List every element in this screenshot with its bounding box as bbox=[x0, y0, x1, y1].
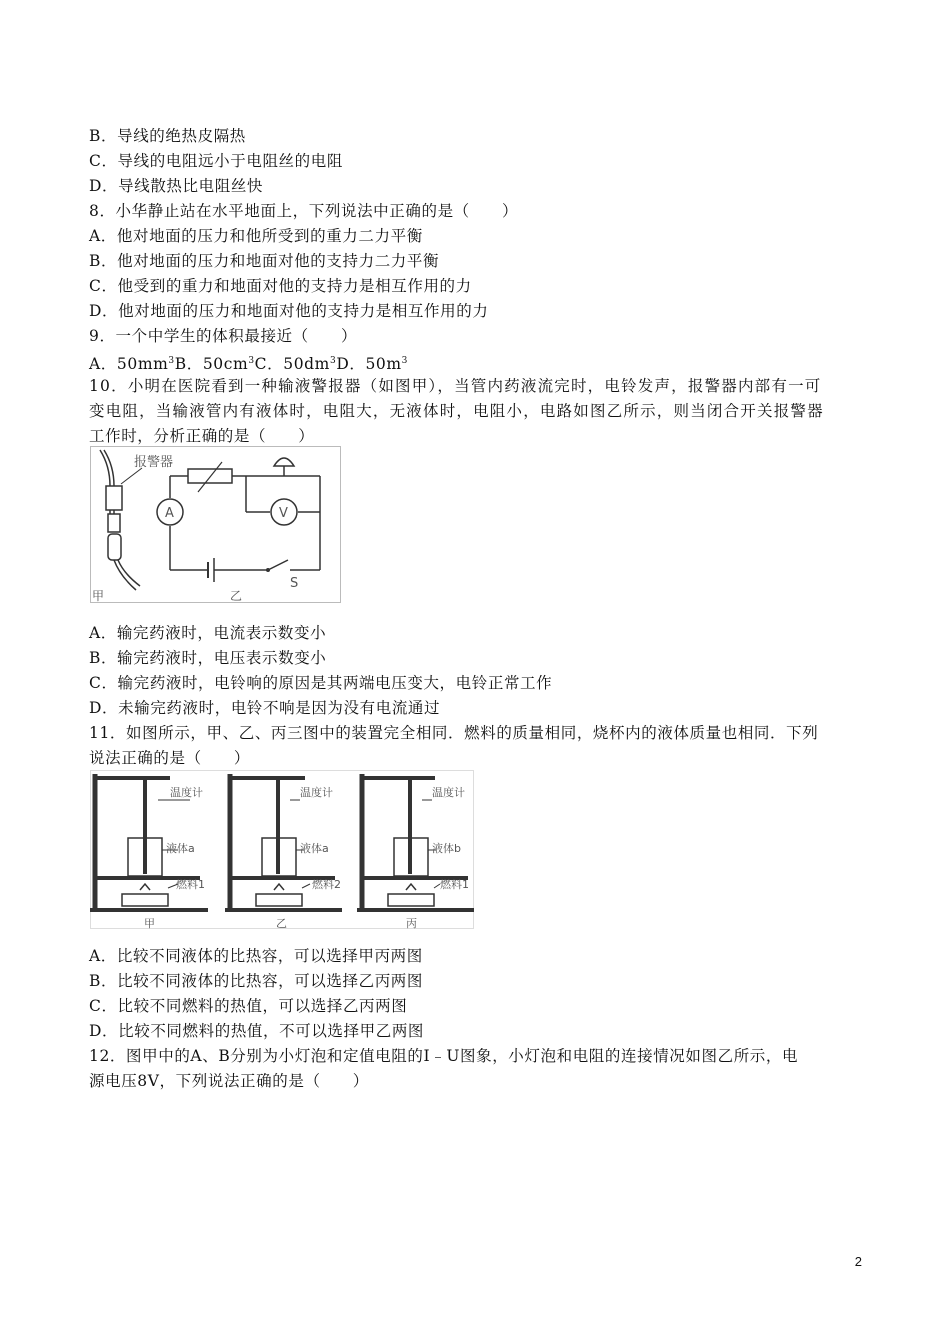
q10-option-d: D．未输完药液时，电铃不响是因为没有电流通过 bbox=[89, 699, 441, 717]
q9-stem: 9．一个中学生的体积最接近（ ） bbox=[89, 327, 358, 345]
q9-options: A．$50mm^3B$．$50cm^3C$．$50dm^3D$．$50m^3$ bbox=[89, 355, 408, 374]
q10-option-b: B．输完药液时，电压表示数变小 bbox=[89, 649, 327, 667]
q8-option-a: A．他对地面的压力和他所受到的重力二力平衡 bbox=[89, 227, 423, 245]
q9-option-d: D．50m bbox=[336, 355, 402, 374]
infusion-alarm-drawing bbox=[100, 450, 142, 590]
yi-caption: 乙 bbox=[276, 917, 287, 930]
yi-thermometer-label: 温度计 bbox=[300, 786, 333, 799]
q9-option-c: C．50dm bbox=[254, 355, 330, 374]
ammeter-label: A bbox=[165, 506, 174, 521]
jia-fuel-label: 燃料1 bbox=[176, 878, 205, 891]
q12-stem-line1: 12．图甲中的A、B分别为小灯泡和定值电阻的I﹣U图象，小灯泡和电阻的连接情况如图乙所示，电 bbox=[89, 1047, 799, 1065]
circuit-wires bbox=[170, 458, 320, 582]
q9-option-a: A．50mm bbox=[89, 355, 169, 374]
q8-stem: 8．小华静止站在水平地面上，下列说法中正确的是（ ） bbox=[89, 202, 519, 220]
q12-stem-line2: 源电压8V，下列说法正确的是（ ） bbox=[89, 1072, 369, 1090]
figure-label-yi: 乙 bbox=[230, 589, 243, 603]
prev-option-b: B．导线的绝热皮隔热 bbox=[89, 127, 246, 145]
switch-label: S bbox=[290, 576, 299, 591]
yi-liquid-label: 液体a bbox=[300, 842, 329, 855]
q11-stem-line2: 说法正确的是（ ） bbox=[89, 749, 251, 767]
bing-caption: 丙 bbox=[406, 917, 417, 930]
q8-option-b: B．他对地面的压力和地面对他的支持力二力平衡 bbox=[89, 252, 440, 270]
q10-option-c: C．输完药液时，电铃响的原因是其两端电压变大，电铃正常工作 bbox=[89, 674, 553, 692]
q9-option-b: B．50cm bbox=[174, 355, 249, 374]
yi-fuel-label: 燃料2 bbox=[312, 878, 341, 891]
figure-label-jia: 甲 bbox=[92, 589, 105, 603]
jia-caption: 甲 bbox=[144, 917, 155, 930]
q11-option-b: B．比较不同液体的比热容，可以选择乙丙两图 bbox=[89, 972, 423, 990]
voltmeter-label: V bbox=[279, 506, 288, 521]
q11-option-d: D．比较不同燃料的热值，不可以选择甲乙两图 bbox=[89, 1022, 425, 1040]
jia-liquid-label: 液体a bbox=[166, 842, 195, 855]
q11-option-a: A．比较不同液体的比热容，可以选择甲丙两图 bbox=[89, 947, 423, 965]
q10-stem-line1: 10．小明在医院看到一种输液警报器（如图甲），当管内药液流完时，电铃发声，报警器内部有一可 bbox=[89, 377, 822, 395]
bing-thermometer-label: 温度计 bbox=[432, 786, 465, 799]
q10-circuit-figure bbox=[90, 446, 342, 604]
prev-option-d: D．导线散热比电阻丝快 bbox=[89, 177, 264, 195]
q10-option-a: A．输完药液时，电流表示数变小 bbox=[89, 624, 327, 642]
q11-stem-line1: 11．如图所示，甲、乙、丙三图中的装置完全相同．燃料的质量相同，烧杯内的液体质量也相同．下列 bbox=[89, 724, 819, 742]
q8-option-d: D．他对地面的压力和地面对他的支持力是相互作用的力 bbox=[89, 302, 489, 320]
page-number: 2 bbox=[854, 1254, 862, 1269]
bing-liquid-label: 液体b bbox=[432, 842, 461, 855]
alarm-label: 报警器 bbox=[134, 455, 174, 470]
q8-option-c: C．他受到的重力和地面对他的支持力是相互作用的力 bbox=[89, 277, 472, 295]
q10-stem-line3: 工作时，分析正确的是（ ） bbox=[89, 427, 315, 445]
q11-option-c: C．比较不同燃料的热值，可以选择乙丙两图 bbox=[89, 997, 408, 1015]
q10-stem-line2: 变电阻，当输液管内有液体时，电阻大，无液体时，电阻小，电路如图乙所示，则当闭合开关报警器 bbox=[89, 402, 824, 420]
q11-apparatus-figure bbox=[90, 770, 475, 930]
switch-contact bbox=[266, 568, 270, 572]
jia-thermometer-label: 温度计 bbox=[170, 786, 203, 799]
bing-fuel-label: 燃料1 bbox=[440, 878, 469, 891]
prev-option-c: C．导线的电阻远小于电阻丝的电阻 bbox=[89, 152, 343, 170]
